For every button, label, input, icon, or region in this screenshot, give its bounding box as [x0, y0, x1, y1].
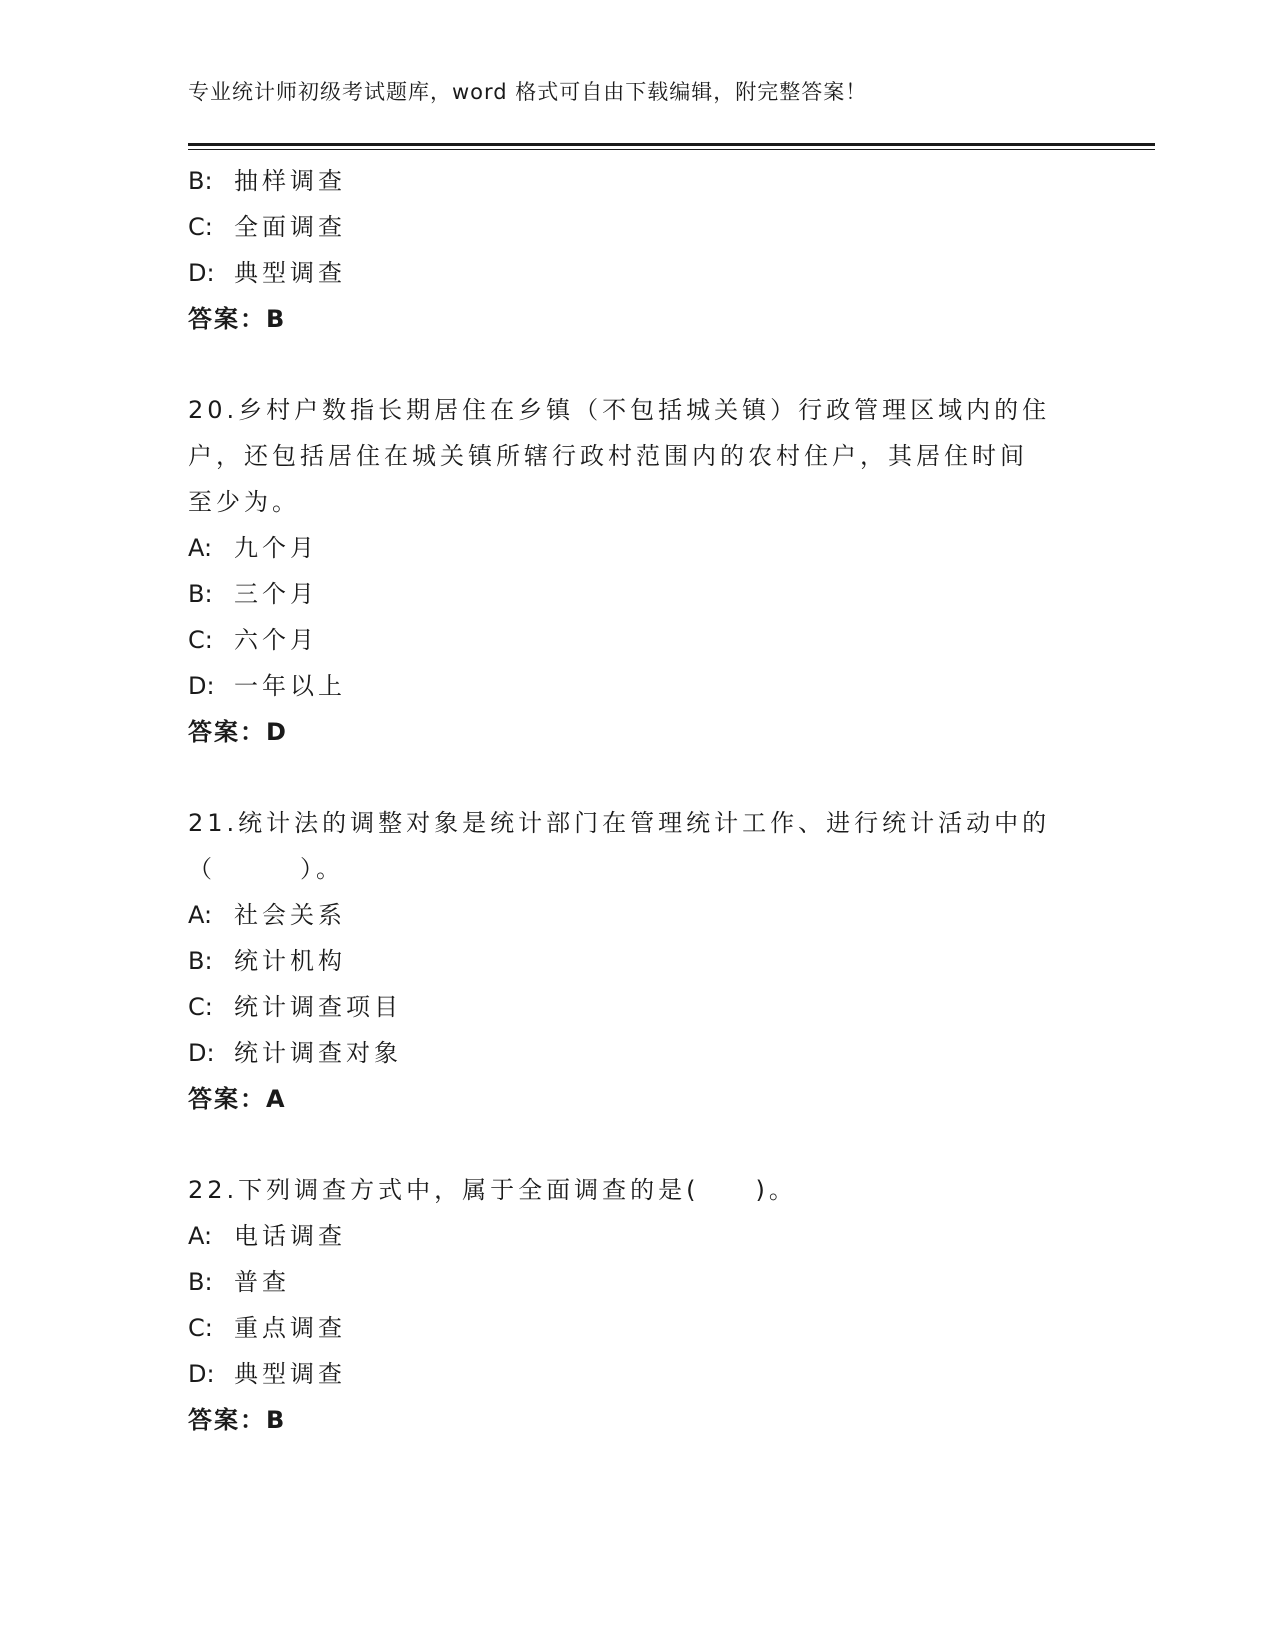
- option-text: 全面调查: [234, 213, 346, 241]
- option-text: 电话调查: [234, 1222, 346, 1250]
- question-stem-line: 至少为。: [188, 488, 300, 516]
- option-key: B:: [188, 580, 213, 608]
- option-d: [188, 663, 1088, 709]
- option-text: 典型调查: [234, 1360, 346, 1388]
- option-a: [188, 892, 1088, 938]
- option-d: [188, 250, 1088, 296]
- option-key: D:: [188, 259, 215, 287]
- option-b: [188, 1259, 1088, 1305]
- option-text: 一年以上: [234, 672, 346, 700]
- option-key: C:: [188, 213, 213, 241]
- question-19-continuation: [188, 158, 1088, 342]
- option-key: C:: [188, 626, 213, 654]
- option-b: [188, 938, 1088, 984]
- header-divider-thin: [188, 149, 1155, 150]
- option-a: [188, 1213, 1088, 1259]
- option-key: D:: [188, 1360, 215, 1388]
- answer-line: 答案：B: [188, 1406, 287, 1434]
- option-key: A:: [188, 534, 213, 562]
- option-key: A:: [188, 1222, 213, 1250]
- option-text: 社会关系: [234, 901, 346, 929]
- option-text: 六个月: [234, 626, 318, 654]
- option-key: A:: [188, 901, 213, 929]
- option-c: [188, 984, 1088, 1030]
- answer-line: 答案：A: [188, 1085, 287, 1113]
- option-text: 抽样调查: [234, 167, 346, 195]
- option-text: 统计机构: [234, 947, 346, 975]
- option-key: D:: [188, 672, 215, 700]
- header-divider-thick: [188, 143, 1155, 146]
- option-key: C:: [188, 1314, 213, 1342]
- option-key: C:: [188, 993, 213, 1021]
- question-stem-line: 22.下列调查方式中，属于全面调查的是( )。: [188, 1176, 797, 1204]
- option-text: 重点调查: [234, 1314, 346, 1342]
- option-c: [188, 204, 1088, 250]
- option-b: [188, 571, 1088, 617]
- question-22: [188, 1167, 1088, 1443]
- question-stem-line: 户，还包括居住在城关镇所辖行政村范围内的农村住户，其居住时间: [188, 442, 1028, 470]
- spacer: [188, 755, 1088, 800]
- option-d: [188, 1351, 1088, 1397]
- option-text: 普查: [234, 1268, 290, 1296]
- question-stem-line: 21.统计法的调整对象是统计部门在管理统计工作、进行统计活动中的: [188, 809, 1051, 837]
- option-d: [188, 1030, 1088, 1076]
- option-b: [188, 158, 1088, 204]
- option-text: 典型调查: [234, 259, 346, 287]
- option-c: [188, 617, 1088, 663]
- option-a: [188, 525, 1088, 571]
- question-list: [188, 158, 1088, 1443]
- option-text: 九个月: [234, 534, 318, 562]
- spacer: [188, 1122, 1088, 1167]
- option-c: [188, 1305, 1088, 1351]
- option-text: 三个月: [234, 580, 318, 608]
- answer-line: 答案：B: [188, 305, 287, 333]
- question-20: [188, 387, 1088, 755]
- option-text: 统计调查项目: [234, 993, 402, 1021]
- option-text: 统计调查对象: [234, 1039, 402, 1067]
- spacer: [188, 342, 1088, 387]
- option-key: B:: [188, 167, 213, 195]
- page-header-text: 专业统计师初级考试题库，word 格式可自由下载编辑，附完整答案！: [188, 80, 868, 104]
- answer-line: 答案：D: [188, 718, 288, 746]
- question-stem-line: 20.乡村户数指长期居住在乡镇（不包括城关镇）行政管理区域内的住: [188, 396, 1051, 424]
- option-key: B:: [188, 1268, 213, 1296]
- option-key: D:: [188, 1039, 215, 1067]
- question-21: [188, 800, 1088, 1122]
- question-stem-line: （ ）。: [188, 855, 344, 883]
- option-key: B:: [188, 947, 213, 975]
